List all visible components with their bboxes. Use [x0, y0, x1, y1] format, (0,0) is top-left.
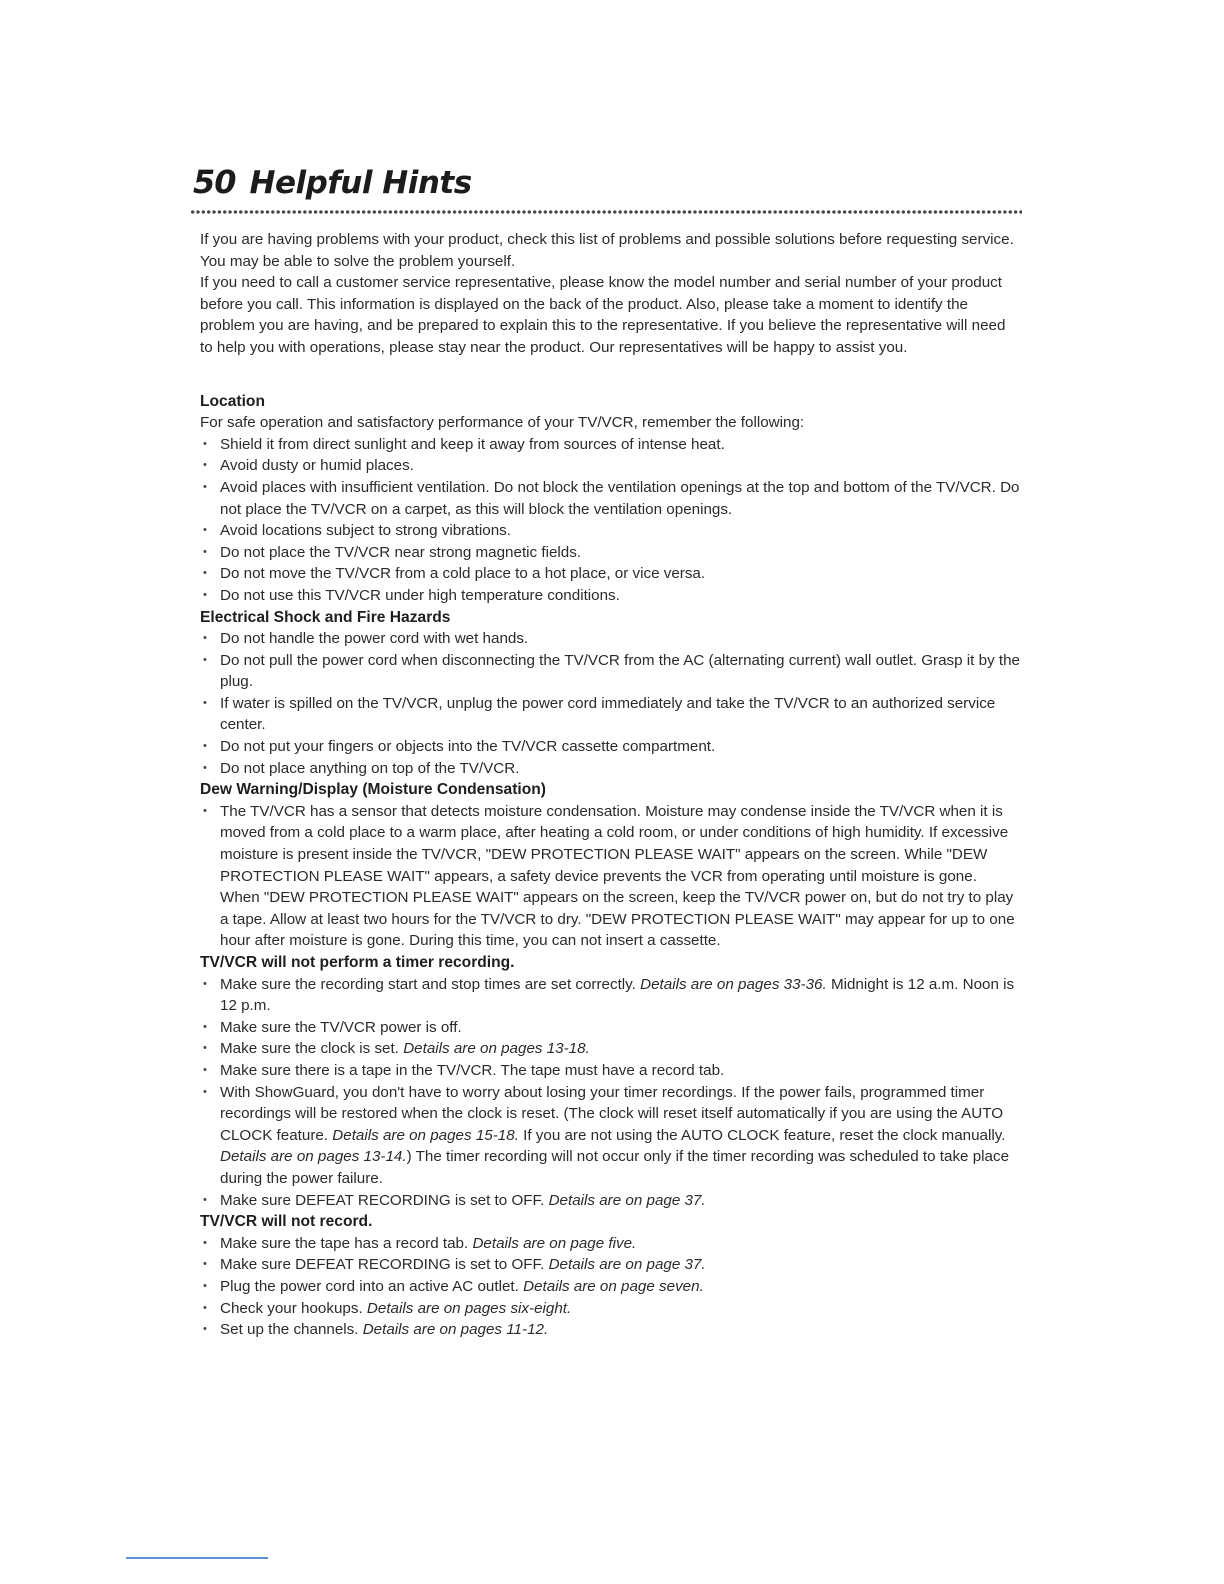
list-item: • Make sure DEFEAT RECORDING is set to OFF. Details are on page 37. [200, 1254, 1020, 1276]
list-item: • Do not place anything on top of the TV/VCR. [200, 758, 1020, 780]
bullet-list [200, 434, 1020, 607]
intro [200, 229, 1020, 359]
page-reference: Details are on pages 33-36. [640, 975, 827, 993]
list-item: • Do not place the TV/VCR near strong magnetic fields. [200, 542, 1020, 564]
dotted-divider [190, 208, 1022, 216]
footer-rule [126, 1557, 268, 1559]
page-reference: Details are on pages 11-12. [362, 1321, 549, 1339]
section-dew-warning [200, 779, 1020, 952]
list-item: • Avoid places with insufficient ventilation. Do not block the ventilation openings at the top and bottom of the TV/VCR. Do not place the TV/VCR on a carpet, as this will block the ventilation openings. [200, 477, 1020, 520]
page-header [193, 163, 472, 201]
page-reference: Details are on pages six-eight. [366, 1299, 572, 1317]
page-reference: Details are on pages 15-18. [332, 1126, 519, 1144]
section-heading: TV/VCR will not perform a timer recording. [200, 954, 515, 971]
list-item: • Make sure there is a tape in the TV/VCR. The tape must have a record tab. [200, 1060, 1020, 1082]
list-item: • Avoid dusty or humid places. [200, 455, 1020, 477]
section-intro: For safe operation and satisfactory performance of your TV/VCR, remember the following: [200, 414, 805, 432]
list-item: • Make sure the tape has a record tab. Details are on page five. [200, 1233, 1020, 1255]
page-reference: Details are on pages 13-14. [220, 1148, 407, 1166]
section-heading: Electrical Shock and Fire Hazards [200, 608, 451, 626]
list-item: • With ShowGuard, you don't have to worry about losing your timer recordings. If the power fails, programmed timer recordings will be restored when the clock is reset. (The clock will reset itself automatically if you are using the AUTO CLOCK feature. Details are on pages 15-18. If you are not using the AUTO CLOCK feature, reset the clock manually. Details are on pages 13-14.) The timer recording will not occur only if the timer recording was scheduled to take place during the power failure. [200, 1082, 1020, 1190]
page-reference: Details are on page 37. [548, 1191, 706, 1209]
list-item: • Check your hookups. Details are on pages six-eight. [200, 1298, 1020, 1320]
list-item: • Make sure the recording start and stop times are set correctly. Details are on pages 33-36. Midnight is 12 a.m. Noon is 12 p.m. [200, 974, 1020, 1017]
list-item: • If water is spilled on the TV/VCR, unplug the power cord immediately and take the TV/VCR to an authorized service center. [200, 693, 1020, 736]
page-title: Helpful Hints [249, 165, 472, 201]
section-will-not-record [200, 1211, 1020, 1341]
page-content [200, 229, 1020, 1341]
section-heading: TV/VCR will not record. [200, 1213, 373, 1231]
list-item: • Do not pull the power cord when disconnecting the TV/VCR from the AC (alternating current) wall outlet. Grasp it by the plug. [200, 650, 1020, 693]
section-timer-recording [200, 952, 1020, 1211]
list-item: • Shield it from direct sunlight and keep it away from sources of intense heat. [200, 434, 1020, 456]
page-number: 50 [193, 163, 236, 201]
list-item: • Set up the channels. Details are on pages 11-12. [200, 1319, 1020, 1341]
section-heading: Location [200, 392, 265, 410]
bullet-list [200, 974, 1020, 1212]
section-location [200, 391, 1020, 607]
list-item: • Do not handle the power cord with wet hands. [200, 628, 1020, 650]
list-item: • Avoid locations subject to strong vibrations. [200, 520, 1020, 542]
list-item: • Make sure the clock is set. Details are on pages 13-18. [200, 1038, 1020, 1060]
bullet-list [200, 801, 1020, 952]
intro-paragraph: If you are having problems with your product, check this list of problems and possible solutions before requesting service. You may be able to solve the problem yourself. [200, 231, 1014, 270]
list-item: • Do not put your fingers or objects into the TV/VCR cassette compartment. [200, 736, 1020, 758]
list-item: • Make sure the TV/VCR power is off. [200, 1017, 1020, 1039]
list-item: • Do not move the TV/VCR from a cold place to a hot place, or vice versa. [200, 563, 1020, 585]
intro-paragraph: If you need to call a customer service representative, please know the model number and serial number of your product before you call. This information is displayed on the back of the product. Also, please take a moment to identify the problem you are having, and be prepared to explain this to the representative. If you believe the representative will need to help you with operations, please stay near the product. Our representatives will be happy to assist you. [200, 274, 1006, 356]
bullet-list [200, 628, 1020, 779]
list-item: • Do not use this TV/VCR under high temperature conditions. [200, 585, 1020, 607]
list-item: • Make sure DEFEAT RECORDING is set to OFF. Details are on page 37. [200, 1190, 1020, 1212]
page-reference: Details are on page seven. [523, 1277, 704, 1295]
page-reference: Details are on page 37. [548, 1256, 706, 1274]
section-electrical-shock [200, 607, 1020, 780]
page-reference: Details are on page five. [472, 1234, 637, 1252]
list-item: • The TV/VCR has a sensor that detects moisture condensation. Moisture may condense inside the TV/VCR when it is moved from a cold place to a warm place, after heating a cold room, or under conditions of high humidity. If excessive moisture is present inside the TV/VCR, "DEW PROTECTION PLEASE WAIT" appears on the screen. While "DEW PROTECTION PLEASE WAIT" appears, a safety device prevents the VCR from operating until moisture is gone. When "DEW PROTECTION PLEASE WAIT" appears on the screen, keep the TV/VCR power on, but do not try to play a tape. Allow at least two hours for the TV/VCR to dry. "DEW PROTECTION PLEASE WAIT" may appear for up to one hour after moisture is gone. During this time, you can not insert a cassette. [200, 801, 1020, 952]
bullet-list [200, 1233, 1020, 1341]
list-item: • Plug the power cord into an active AC outlet. Details are on page seven. [200, 1276, 1020, 1298]
page-reference: Details are on pages 13-18. [403, 1040, 590, 1058]
section-heading: Dew Warning/Display (Moisture Condensation) [200, 781, 546, 799]
